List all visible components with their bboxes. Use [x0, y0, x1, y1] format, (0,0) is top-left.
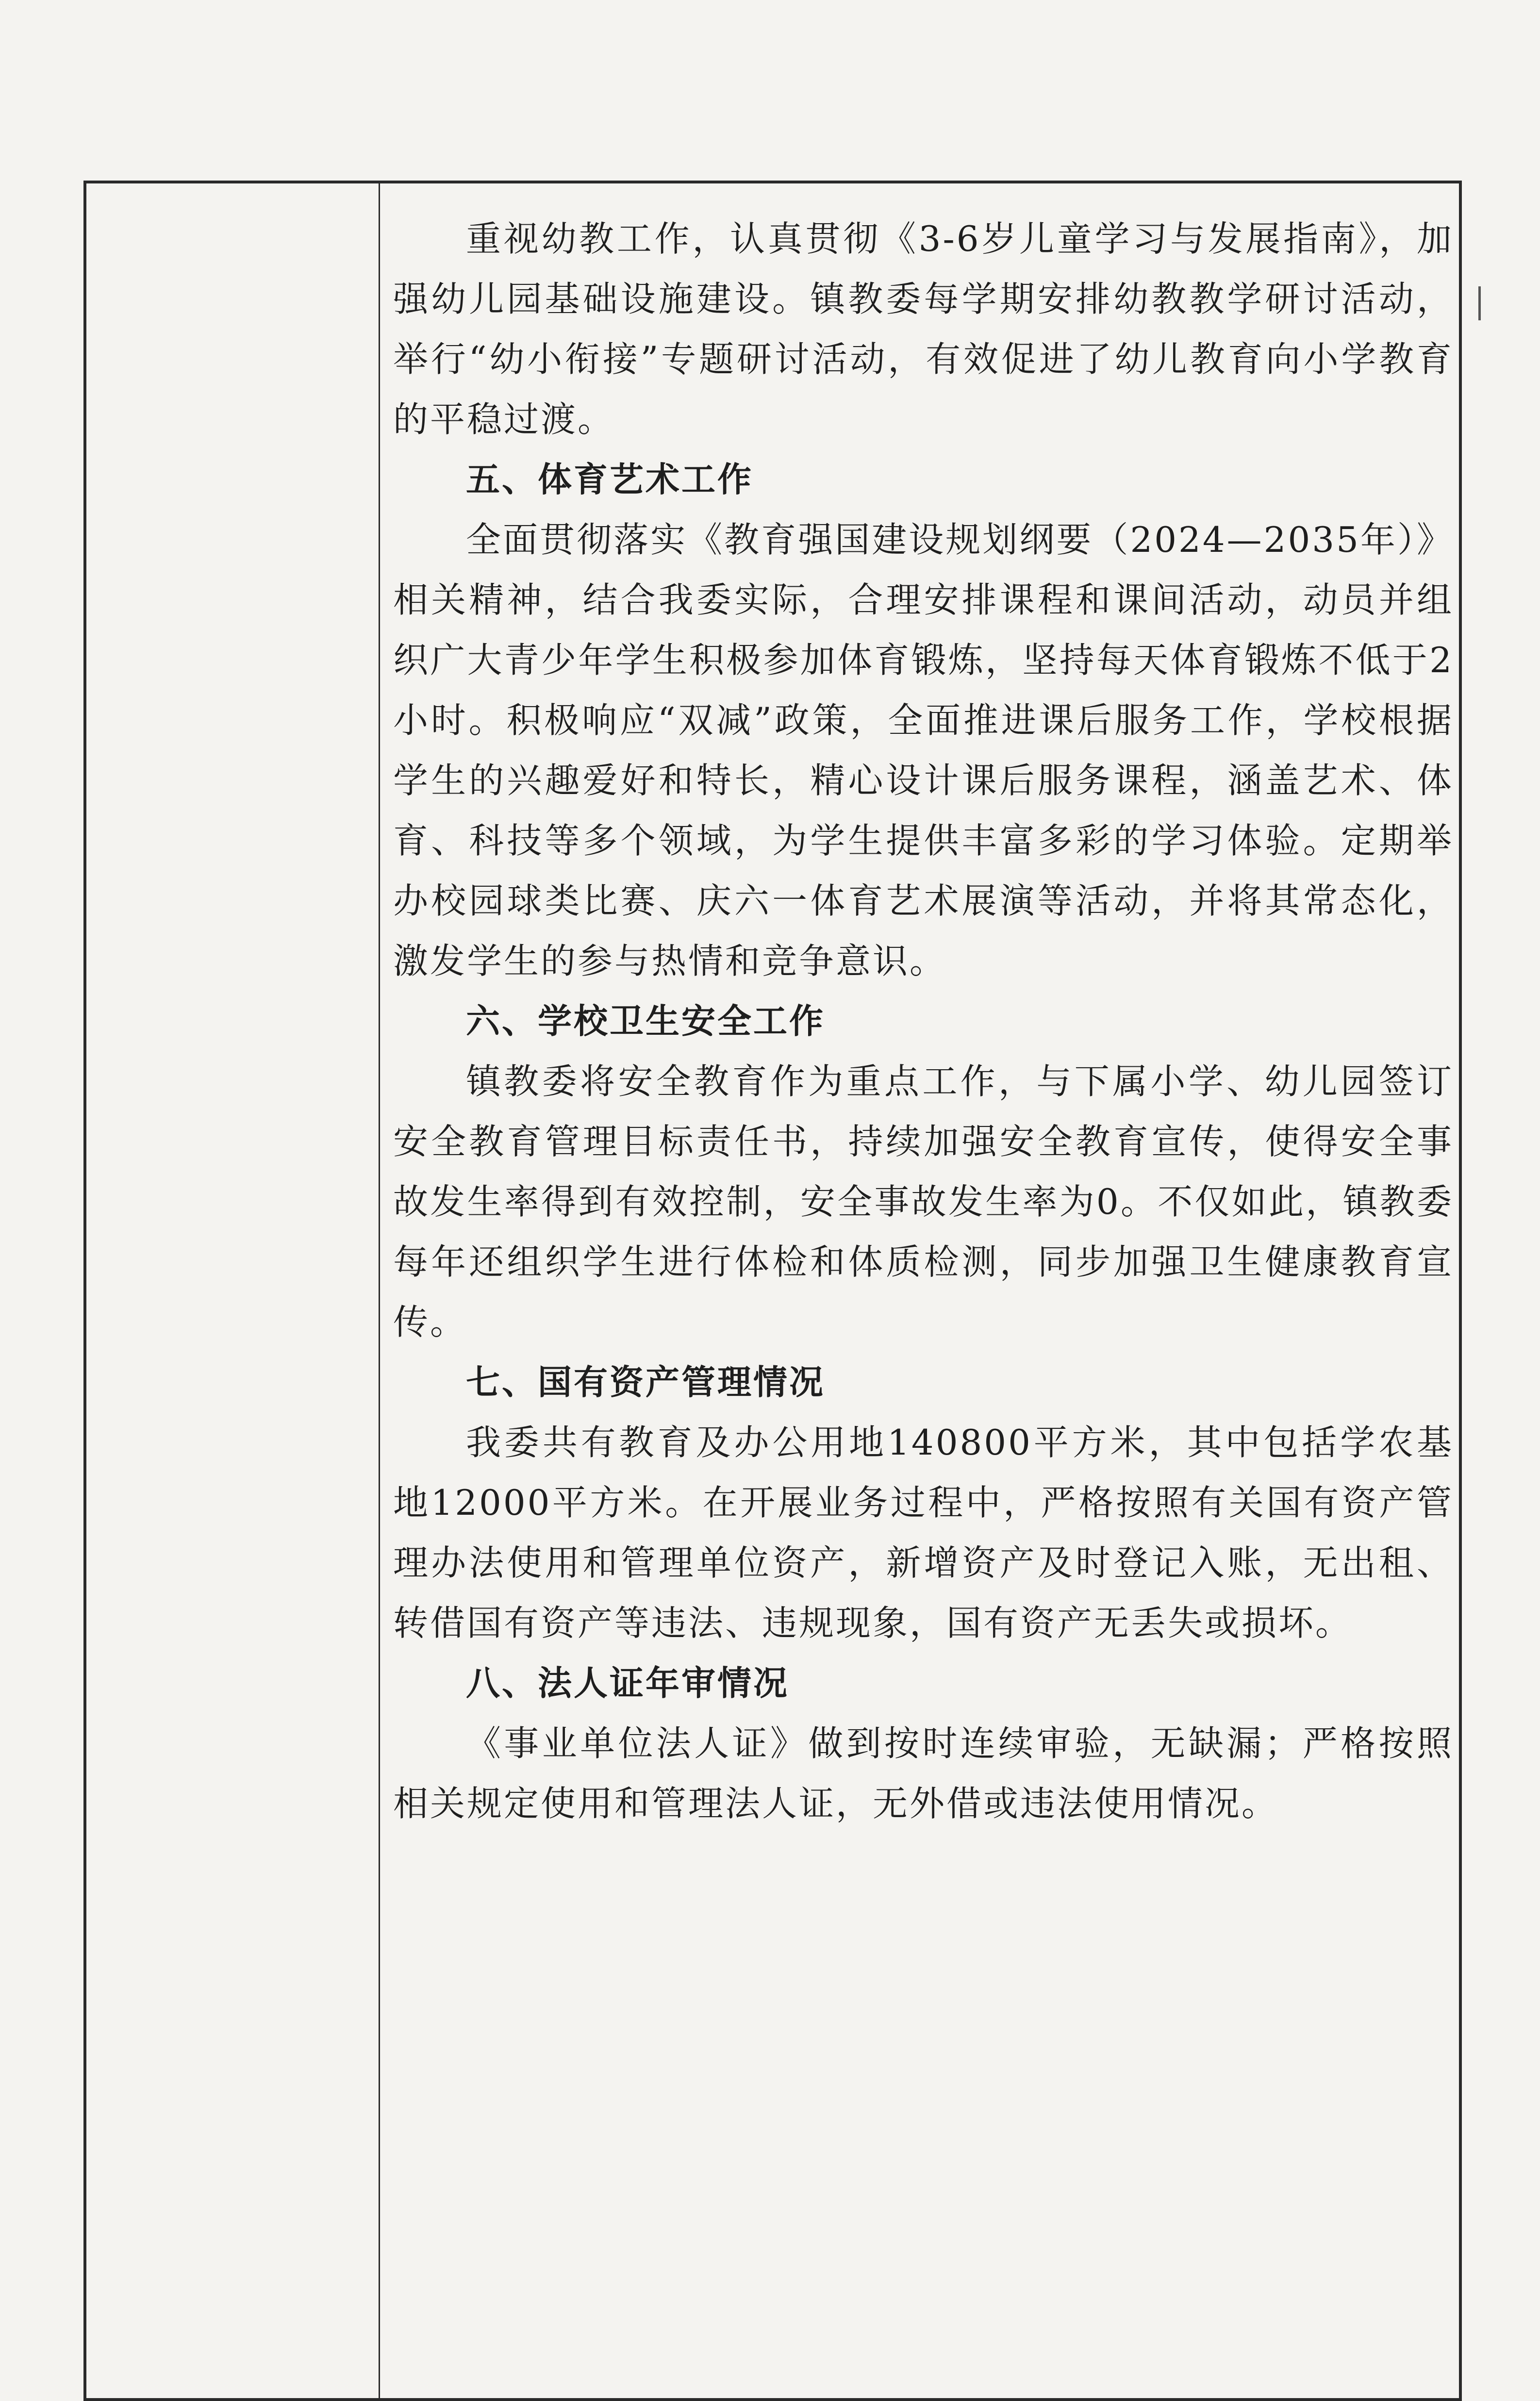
- paragraph-kindergarten: 重视幼教工作，认真贯彻《3-6岁儿童学习与发展指南》，加强幼儿园基础设施建设。镇教委每学期安排幼教教学研讨活动，举行“幼小衔接”专题研讨活动，有效促进了幼儿教育向小学教育的平稳过渡。: [393, 218, 1454, 440]
- paragraph-sports-arts: 全面贯彻落实《教育强国建设规划纲要（2024—2035年）》相关精神，结合我委实际，合理安排课程和课间活动，动员并组织广大青少年学生积极参加体育锻炼，坚持每天体育锻炼不低于2小时。积极响应“双减”政策，全面推进课后服务工作，学校根据学生的兴趣爱好和特长，精心设计课后服务课程，涵盖艺术、体育、科技等多个领域，为学生提供丰富多彩的学习体验。定期举办校园球类比赛、庆六一体育艺术展演等活动，并将其常态化，激发学生的参与热情和竞争意识。: [393, 519, 1454, 981]
- heading-health-safety: 六、学校卫生安全工作: [466, 1001, 825, 1041]
- paragraph-health-safety: 镇教委将安全教育作为重点工作，与下属小学、幼儿园签订安全教育管理目标责任书，持续加强安全教育宣传，使得安全事故发生率得到有效控制，安全事故发生率为0。不仅如此，镇教委每年还组织学生进行体检和体质检测，同步加强卫生健康教育宣传。: [393, 1061, 1454, 1342]
- paragraph-legal-certificate: 《事业单位法人证》做到按时连续审验，无缺漏；严格按照相关规定使用和管理法人证，无外借或违法使用情况。: [393, 1723, 1454, 1824]
- paragraph-state-assets: 我委共有教育及办公用地140800平方米，其中包括学农基地12000平方米。在开展业务过程中，严格按照有关国有资产管理办法使用和管理单位资产，新增资产及时登记入账，无出租、转借国有资产等违法、违规现象，国有资产无丢失或损坏。: [393, 1422, 1454, 1643]
- heading-state-assets: 七、国有资产管理情况: [466, 1362, 825, 1402]
- column-divider: [379, 181, 380, 2401]
- heading-legal-certificate: 八、法人证年审情况: [466, 1663, 789, 1703]
- heading-sports-arts: 五、体育艺术工作: [466, 460, 753, 499]
- scan-mark: [1478, 286, 1481, 320]
- report-content: [393, 209, 1454, 1834]
